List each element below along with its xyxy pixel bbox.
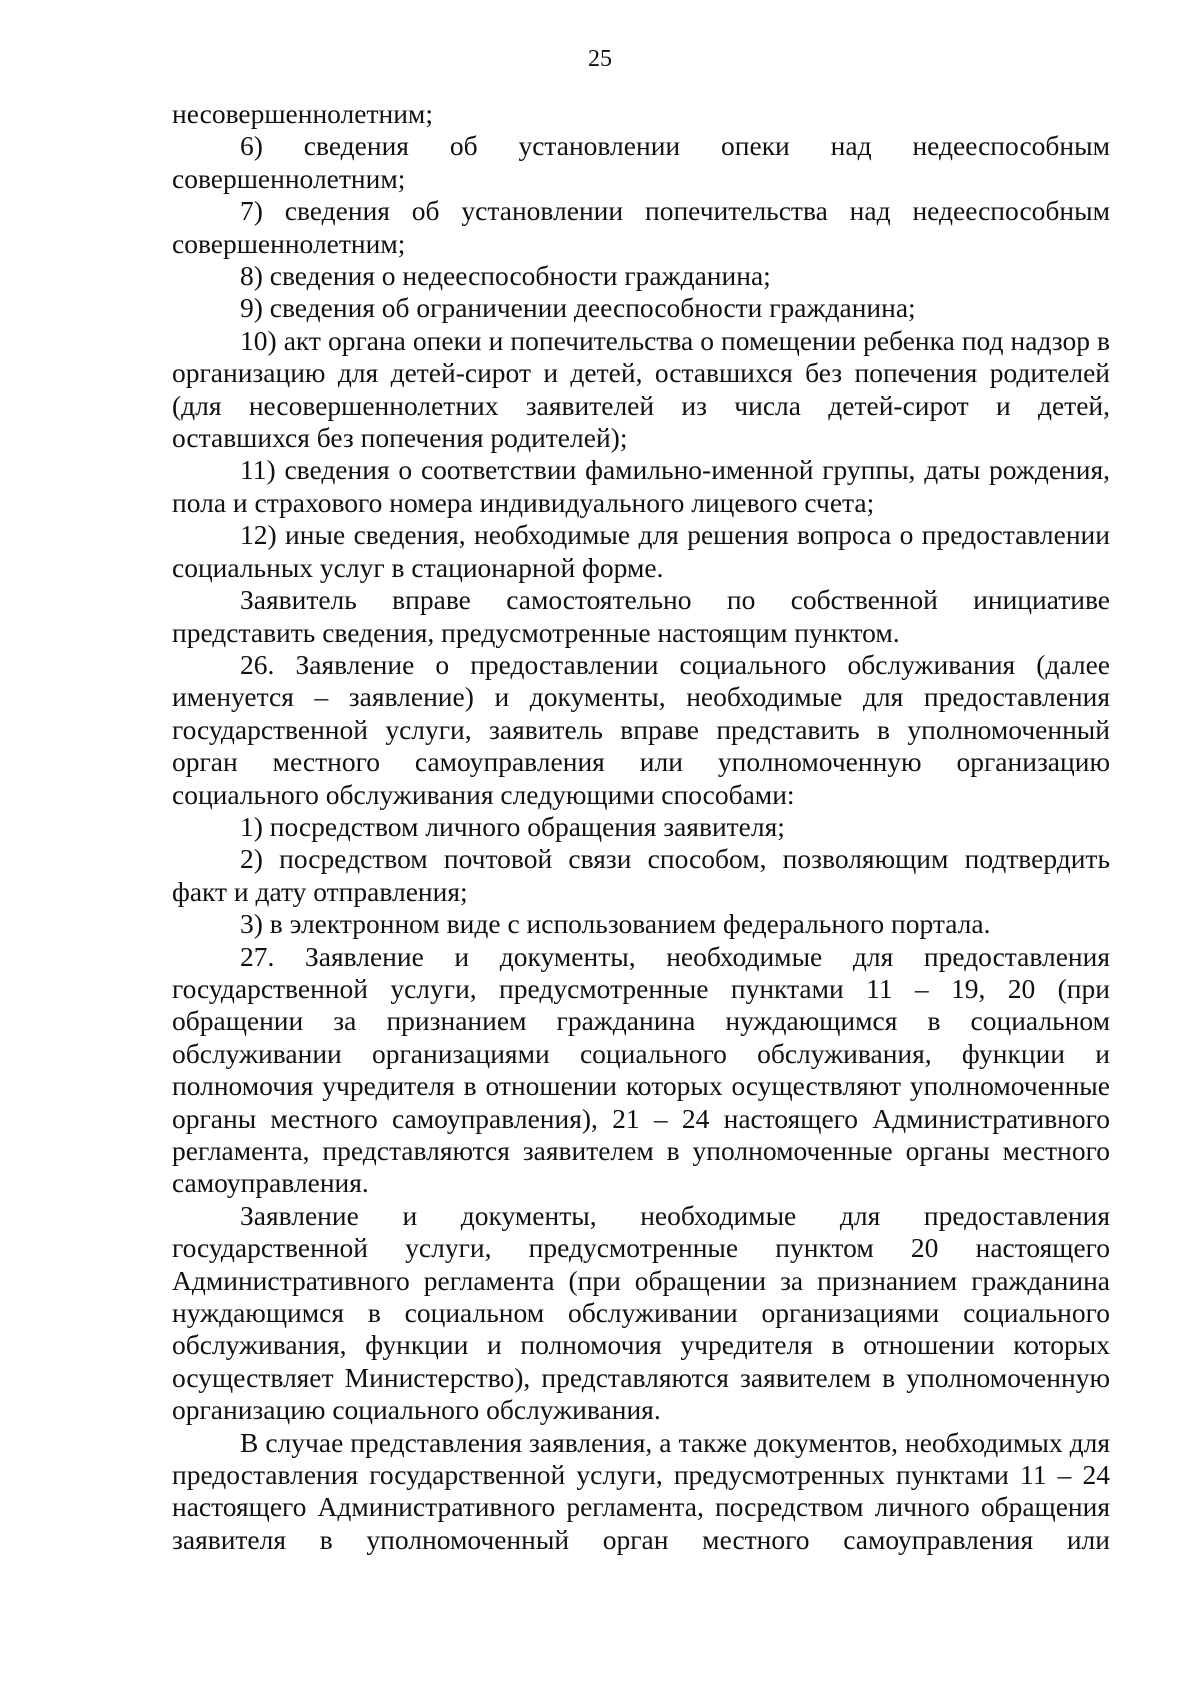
paragraph: 2) посредством почтовой связи способом, позволяющим подтвердить факт и дату отправления;	[172, 843, 1110, 907]
document-body	[172, 98, 1110, 1556]
paragraph: 8) сведения о недееспособности гражданина;	[240, 260, 771, 292]
paragraph: несовершеннолетним;	[172, 98, 433, 129]
page-number: 25	[588, 46, 612, 72]
paragraph: 1) посредством личного обращения заявителя;	[240, 810, 785, 842]
paragraph: 27. Заявление и документы, необходимые для предоставления государственной услуги, предусмотренные пунктами 11 – 19, 20 (при обращении за признанием гражданина нуждающимся в социальном обслуживании организациями социального обслуживания, функции и полномочия учредителя в отношении которых осуществляют уполномоченные органы местного самоуправления), 21 – 24 настоящего Административного регламента, представляются заявителем в уполномоченные органы местного самоуправления.	[172, 940, 1110, 1199]
paragraph: 26. Заявление о предоставлении социального обслуживания (далее именуется – заявление) и документы, необходимые для предоставления государственной услуги, заявитель вправе представить в уполномоченный орган местного самоуправления или уполномоченную организацию социального обслуживания следующими способами:	[172, 648, 1110, 810]
paragraph: 6) сведения об установлении опеки над недееспособным совершеннолетним;	[172, 130, 1110, 194]
paragraph: Заявитель вправе самостоятельно по собственной инициативе представить сведения, предусмотренные настоящим пунктом.	[172, 584, 1110, 648]
paragraph: 3) в электронном виде с использованием федерального портала.	[240, 908, 991, 940]
paragraph: 7) сведения об установлении попечительства над недееспособным совершеннолетним;	[172, 195, 1110, 259]
paragraph: 10) акт органа опеки и попечительства о помещении ребенка под надзор в организацию для детей-сирот и детей, оставшихся без попечения родителей (для несовершеннолетних заявителей из числа детей-сирот и детей, оставшихся без попечения родителей);	[172, 324, 1110, 454]
paragraph: 12) иные сведения, необходимые для решения вопроса о предоставлении социальных услуг в стационарной форме.	[172, 519, 1110, 583]
paragraph: В случае представления заявления, а также документов, необходимых для предоставления государственной услуги, предусмотренных пунктами 11 – 24 настоящего Административного регламента, посредством личного обращения заявителя в уполномоченный орган местного самоуправления или	[172, 1426, 1110, 1555]
paragraph: 11) сведения о соответствии фамильно-именной группы, даты рождения, пола и страхового номера индивидуального лицевого счета;	[172, 454, 1110, 518]
paragraph: 9) сведения об ограничении дееспособности гражданина;	[240, 292, 916, 324]
paragraph: Заявление и документы, необходимые для предоставления государственной услуги, предусмотренные пунктом 20 настоящего Административного регламента (при обращении за признанием гражданина нуждающимся в социальном обслуживании организациями социального обслуживания, функции и полномочия учредителя в отношении которых осуществляет Министерство), представляются заявителем в уполномоченную организацию социального обслуживания.	[172, 1199, 1110, 1426]
